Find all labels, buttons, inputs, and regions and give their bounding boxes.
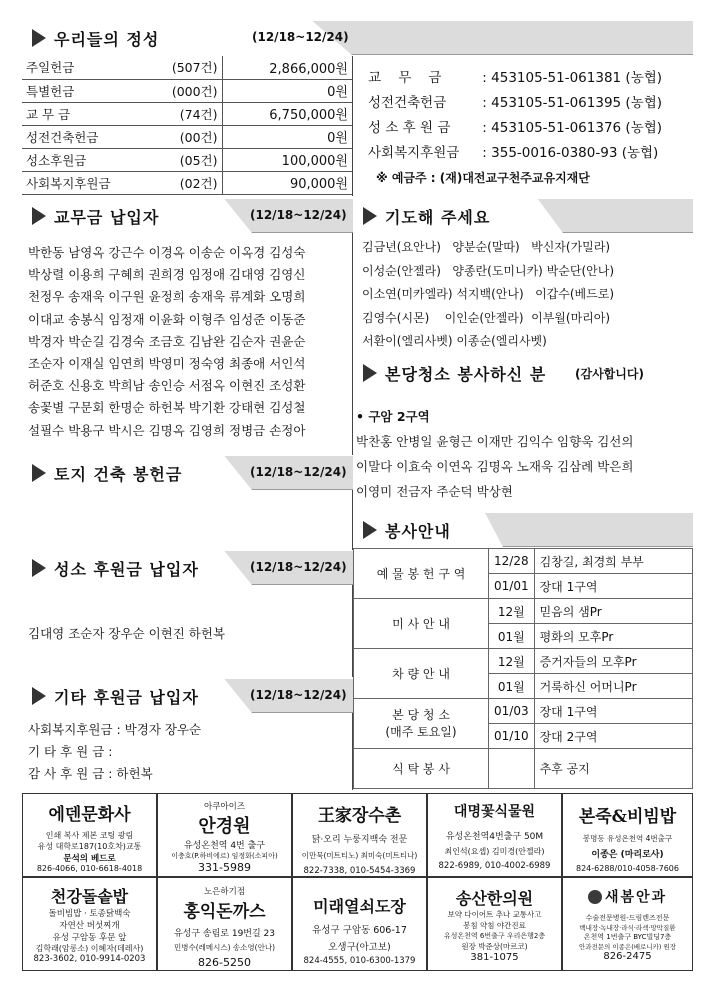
name-line: 설필수 박용구 박시은 김명옥 김영희 정병금 손정아 bbox=[28, 422, 306, 438]
offerings-table-box bbox=[22, 56, 353, 196]
other-period: (12/18~12/24) bbox=[250, 688, 347, 702]
ad-line: 유성온천역4번출구 50M bbox=[445, 832, 544, 842]
table-row bbox=[22, 148, 352, 171]
prayer-list bbox=[362, 236, 692, 354]
service-date bbox=[489, 749, 535, 789]
name-line: 송꽃별 구문회 한명순 하헌복 박기환 강태현 김성철 bbox=[28, 400, 306, 416]
ad-line: 돌비빔밥 · 토종닭백숙 bbox=[48, 909, 131, 919]
account-holder: ※ 예금주 : (재)대전교구천주교유지재단 bbox=[376, 171, 590, 185]
offering-count: (74건) bbox=[152, 102, 222, 125]
account-number: 453105-51-061395 (농협) bbox=[491, 95, 663, 111]
sanctuary-title: 성소 후원금 납입자 bbox=[54, 560, 199, 579]
account-label: 교 무 금 bbox=[368, 70, 442, 86]
service-date: 12월 bbox=[489, 649, 535, 674]
prayer-line: 이성순(안젤라) 양종란(도미니카) 박순단(안나) bbox=[362, 263, 615, 278]
ad-brand: 노은하기점 bbox=[203, 887, 246, 897]
table-row bbox=[354, 549, 693, 574]
table-row bbox=[22, 125, 352, 148]
ad-dolsot bbox=[22, 877, 157, 971]
ad-line: 최인석(요셉) 김미경(안젤라) bbox=[444, 847, 545, 856]
service-label: 식 탁 봉 사 bbox=[354, 749, 489, 789]
ad-name: 천강돌솥밥 bbox=[50, 887, 129, 906]
church-dues-title: 교무금 납입자 bbox=[54, 208, 160, 227]
offering-count: (000건) bbox=[152, 79, 222, 102]
cleaning-header bbox=[353, 356, 693, 390]
ad-line: 봉침 약침 야간진료 bbox=[463, 921, 526, 930]
ad-name: 새봄안과 bbox=[604, 889, 668, 906]
ad-phone: 381-1075 bbox=[470, 952, 519, 963]
offering-label: 교 무 금 bbox=[22, 102, 152, 125]
ad-line: 인쇄 복사 제본 코팅 광림 bbox=[45, 831, 134, 840]
land-header bbox=[22, 456, 353, 490]
service-value: 거룩하신 어머니Pr bbox=[534, 674, 692, 699]
offering-amount: 2,866,000원 bbox=[222, 56, 352, 79]
name-line: 박상렬 이용희 구혜희 권희경 임정애 김대영 김영신 bbox=[28, 267, 306, 283]
ad-line: 김학래(암롱소) 이혜자(데레사) bbox=[35, 944, 144, 953]
other-line: 기 타 후 원 금 : bbox=[28, 744, 113, 759]
name-line: 박한동 남영옥 강근수 이경옥 이송순 이옥경 김성숙 bbox=[28, 245, 306, 260]
account-row: 성 소 후 원 금 : 453105-51-061376 (농협) bbox=[368, 116, 693, 141]
ad-clinic bbox=[427, 877, 562, 971]
ad-name: 미래열쇠도장 bbox=[313, 897, 406, 916]
offerings-title: 우리들의 정성 bbox=[54, 30, 160, 49]
ad-name: 王家장수촌 bbox=[317, 806, 402, 826]
account-number: 453105-51-061376 (농협) bbox=[491, 120, 663, 136]
service-date: 01월 bbox=[489, 624, 535, 649]
ad-phone: 824-4555, 010-6300-1379 bbox=[303, 956, 416, 966]
other-title: 기타 후원금 납입자 bbox=[54, 688, 199, 707]
clover-icon bbox=[588, 890, 602, 904]
ad-line: 백내장·녹내장·라식·라섹·망막질환 bbox=[579, 923, 676, 932]
ad-line: 원장 박준상(마르코) bbox=[461, 942, 528, 951]
ad-name: 에덴문화사 bbox=[48, 805, 131, 825]
land-box bbox=[22, 490, 353, 550]
ad-line: 온천역 1번출구 BYC빌딩7층 bbox=[583, 932, 672, 941]
ad-line: 닭·오리 누룽지백숙 전문 bbox=[311, 835, 408, 845]
offering-label: 특별헌금 bbox=[22, 79, 152, 102]
table-row bbox=[22, 79, 352, 102]
table-row bbox=[354, 699, 693, 724]
ad-line: 이충호(P.하비에르) 임정화(소피아) bbox=[171, 852, 278, 860]
ad-line: 보약 다이어트 추나 교통사고 bbox=[447, 910, 542, 919]
church-dues-header bbox=[22, 199, 353, 233]
cleaning-subtitle: (감사합니다) bbox=[575, 367, 644, 381]
offering-label: 성소후원금 bbox=[22, 148, 152, 171]
ad-name: 송산한의원 bbox=[455, 889, 534, 908]
account-label: 성전건축헌금 bbox=[368, 95, 447, 111]
service-label: 차 량 안 내 bbox=[354, 649, 489, 699]
church-dues-names bbox=[28, 242, 350, 442]
service-header bbox=[353, 513, 693, 547]
service-date: 12/28 bbox=[489, 549, 535, 574]
service-value: 평화의 모후Pr bbox=[534, 624, 692, 649]
ad-line: 봉명동 유성온천역 4번출구 bbox=[582, 834, 673, 843]
offering-count: (00건) bbox=[152, 125, 222, 148]
ad-line: 유성구 구암동 606-17 bbox=[312, 925, 407, 936]
table-row bbox=[22, 56, 352, 79]
service-label: 예 물 봉 헌 구 역 bbox=[354, 549, 489, 599]
sanctuary-header bbox=[22, 551, 353, 585]
prayer-line: 이소연(미카엘라) 석지백(안나) 이갑수(베드로) bbox=[362, 287, 615, 301]
other-header bbox=[22, 679, 353, 713]
prayer-title: 기도해 주세요 bbox=[385, 208, 491, 227]
service-value: 장대 2구역 bbox=[534, 724, 692, 749]
prayer-line: 김금년(요안나) 양분순(말따) 박신자(가밀라) bbox=[362, 240, 611, 254]
land-title: 토지 건축 봉헌금 bbox=[54, 465, 183, 484]
table-row bbox=[22, 102, 352, 125]
prayer-line: 김영수(시몬) 이인순(안젤라) 이부월(마리아) bbox=[362, 310, 611, 325]
name-line: 이대교 송봉식 임정재 이윤화 이형주 임성준 이동준 bbox=[28, 311, 306, 327]
ad-phone: 824-6288/010-4058-7606 bbox=[576, 864, 679, 873]
service-label: 미 사 안 내 bbox=[354, 599, 489, 649]
sanctuary-names: 김대영 조순자 장우순 이현진 하헌복 bbox=[28, 626, 226, 641]
offering-label: 성전건축헌금 bbox=[22, 125, 152, 148]
account-row: 사회복지후원금 : 355-0016-0380-93 (농협) bbox=[368, 141, 693, 166]
offering-amount: 0원 bbox=[222, 79, 352, 102]
ad-flower bbox=[427, 793, 562, 877]
offering-label: 사회복지후원금 bbox=[22, 171, 152, 194]
service-date: 12월 bbox=[489, 599, 535, 624]
ad-line: 이만묵(미트티노) 최미숙(미트티나) bbox=[301, 851, 418, 860]
offerings-period: (12/18~12/24) bbox=[252, 30, 349, 44]
ad-phone: 826-4066, 010-6618-4018 bbox=[36, 864, 143, 873]
church-dues-period: (12/18~12/24) bbox=[250, 208, 347, 222]
ad-line: 유성 구암동 후문 앞 bbox=[52, 933, 127, 943]
offering-amount: 90,000원 bbox=[222, 171, 352, 194]
ad-donkatsu bbox=[157, 877, 292, 971]
account-row: 교 무 금 : 453105-51-061381 (농협) bbox=[368, 66, 693, 91]
cleaning-line: 이말다 이효숙 이연옥 김명옥 노재욱 김삼례 박은희 bbox=[356, 459, 634, 474]
ad-phone: 826-2475 bbox=[603, 950, 652, 962]
table-row bbox=[354, 649, 693, 674]
service-date: 01/01 bbox=[489, 574, 535, 599]
table-row bbox=[354, 599, 693, 624]
offerings-table bbox=[22, 56, 352, 195]
ad-jangsuchon bbox=[292, 793, 427, 877]
ad-line: 유성온천역 6번출구 우리은행2층 bbox=[443, 932, 546, 940]
account-label: 성 소 후 원 금 bbox=[368, 120, 451, 136]
ad-name: 본죽&비빔밥 bbox=[578, 807, 677, 827]
service-value: 김창길, 최경희 부부 bbox=[534, 549, 692, 574]
sanctuary-period: (12/18~12/24) bbox=[250, 560, 347, 574]
prayer-line: 서환이(엘리사벳) 이종순(엘리사벳) bbox=[362, 334, 547, 348]
ad-brand: 아쿠아이즈 bbox=[203, 802, 246, 812]
other-list bbox=[28, 719, 348, 785]
service-value: 장대 1구역 bbox=[534, 574, 692, 599]
offering-count: (02건) bbox=[152, 171, 222, 194]
cleaning-list bbox=[356, 404, 692, 504]
name-line: 조순자 이재실 임연희 박영미 정숙영 최종애 서인석 bbox=[28, 356, 306, 372]
land-period: (12/18~12/24) bbox=[250, 465, 347, 479]
ad-phone: 331-5989 bbox=[198, 861, 251, 874]
account-row: 성전건축헌금 : 453105-51-061395 (농협) bbox=[368, 91, 693, 116]
ad-line: 문석의 베드로 bbox=[63, 854, 116, 864]
account-number: 453105-51-061381 (농협) bbox=[491, 70, 663, 86]
ad-phone: 826-5250 bbox=[198, 956, 251, 969]
offering-count: (507건) bbox=[152, 56, 222, 79]
cleaning-title: 본당청소 봉사하신 분 bbox=[385, 365, 547, 384]
service-date: 01/10 bbox=[489, 724, 535, 749]
offering-amount: 100,000원 bbox=[222, 148, 352, 171]
service-value: 장대 1구역 bbox=[534, 699, 692, 724]
service-date: 01월 bbox=[489, 674, 535, 699]
service-table bbox=[353, 548, 693, 789]
offering-amount: 0원 bbox=[222, 125, 352, 148]
account-number: 355-0016-0380-93 (농협) bbox=[491, 145, 659, 161]
ad-phone: 823-3602, 010-9914-0203 bbox=[33, 954, 146, 964]
ad-line: 민병수(레메시스) 송소영(안나) bbox=[173, 943, 276, 952]
name-line: 천정우 송재욱 이구원 윤정희 송재욱 류계화 오명희 bbox=[28, 289, 306, 305]
ad-line: 유성구 송림로 19번길 23 bbox=[173, 929, 276, 939]
service-value: 믿음의 샘Pr bbox=[534, 599, 692, 624]
service-label: 본 당 청 소 (매주 토요일) bbox=[354, 699, 489, 749]
table-row bbox=[22, 171, 352, 194]
ad-line: 수술전문병원-드림렌즈전문 bbox=[585, 913, 670, 922]
service-value: 증거자들의 모후Pr bbox=[534, 649, 692, 674]
cleaning-line: 박찬홍 안병일 윤형근 이재만 김익수 임향욱 김선의 bbox=[356, 434, 634, 449]
account-label: 사회복지후원금 bbox=[368, 145, 460, 161]
service-date: 01/03 bbox=[489, 699, 535, 724]
other-line: 감 사 후 원 금 : 하헌복 bbox=[28, 766, 153, 781]
offering-label: 주일헌금 bbox=[22, 56, 152, 79]
ad-phone: 822-7338, 010-5454-3369 bbox=[303, 866, 416, 876]
service-value: 추후 공지 bbox=[534, 749, 692, 789]
ad-optician bbox=[157, 793, 292, 877]
ad-locksmith bbox=[292, 877, 427, 971]
ad-line: 유성온천역 4번 출구 bbox=[183, 841, 265, 851]
ad-name: 안경원 bbox=[198, 816, 251, 837]
cleaning-line: 이영미 전금자 주순덕 박상현 bbox=[356, 484, 513, 499]
ad-name: 홍익돈까스 bbox=[183, 902, 266, 922]
ad-eden bbox=[22, 793, 157, 877]
other-line: 사회복지후원금 : 박경자 장우순 bbox=[28, 722, 202, 737]
ad-line: 오생구(아고보) bbox=[328, 942, 391, 953]
offering-count: (05건) bbox=[152, 148, 222, 171]
name-line: 허준호 신용호 박희남 송인승 서점옥 이현진 조성환 bbox=[28, 378, 306, 394]
ad-line: 이종은 (마리로사) bbox=[591, 850, 664, 860]
ad-name-row bbox=[563, 886, 692, 907]
ad-bonjuk bbox=[562, 793, 693, 877]
service-title: 봉사안내 bbox=[385, 522, 451, 541]
offerings-header bbox=[22, 21, 693, 55]
offering-amount: 6,750,000원 bbox=[222, 102, 352, 125]
ad-name: 대명꽃식물원 bbox=[453, 804, 536, 820]
cleaning-area: • 구암 2구역 bbox=[356, 409, 430, 424]
ad-line: 안과전문의 이종은(베로니카) 원장 bbox=[578, 942, 677, 951]
prayer-header bbox=[353, 199, 693, 233]
ad-phone: 822-6989, 010-4002-6989 bbox=[438, 861, 551, 871]
ad-eye-clinic bbox=[562, 877, 693, 971]
ad-line: 유성 대학로187(10호차)교통 bbox=[37, 842, 142, 851]
table-row bbox=[354, 749, 693, 789]
ad-line: 자연산 버섯찌개 bbox=[59, 921, 120, 931]
name-line: 박경자 박순길 김경숙 조금호 김남완 김순자 권윤순 bbox=[28, 333, 306, 349]
bank-accounts bbox=[368, 66, 693, 191]
